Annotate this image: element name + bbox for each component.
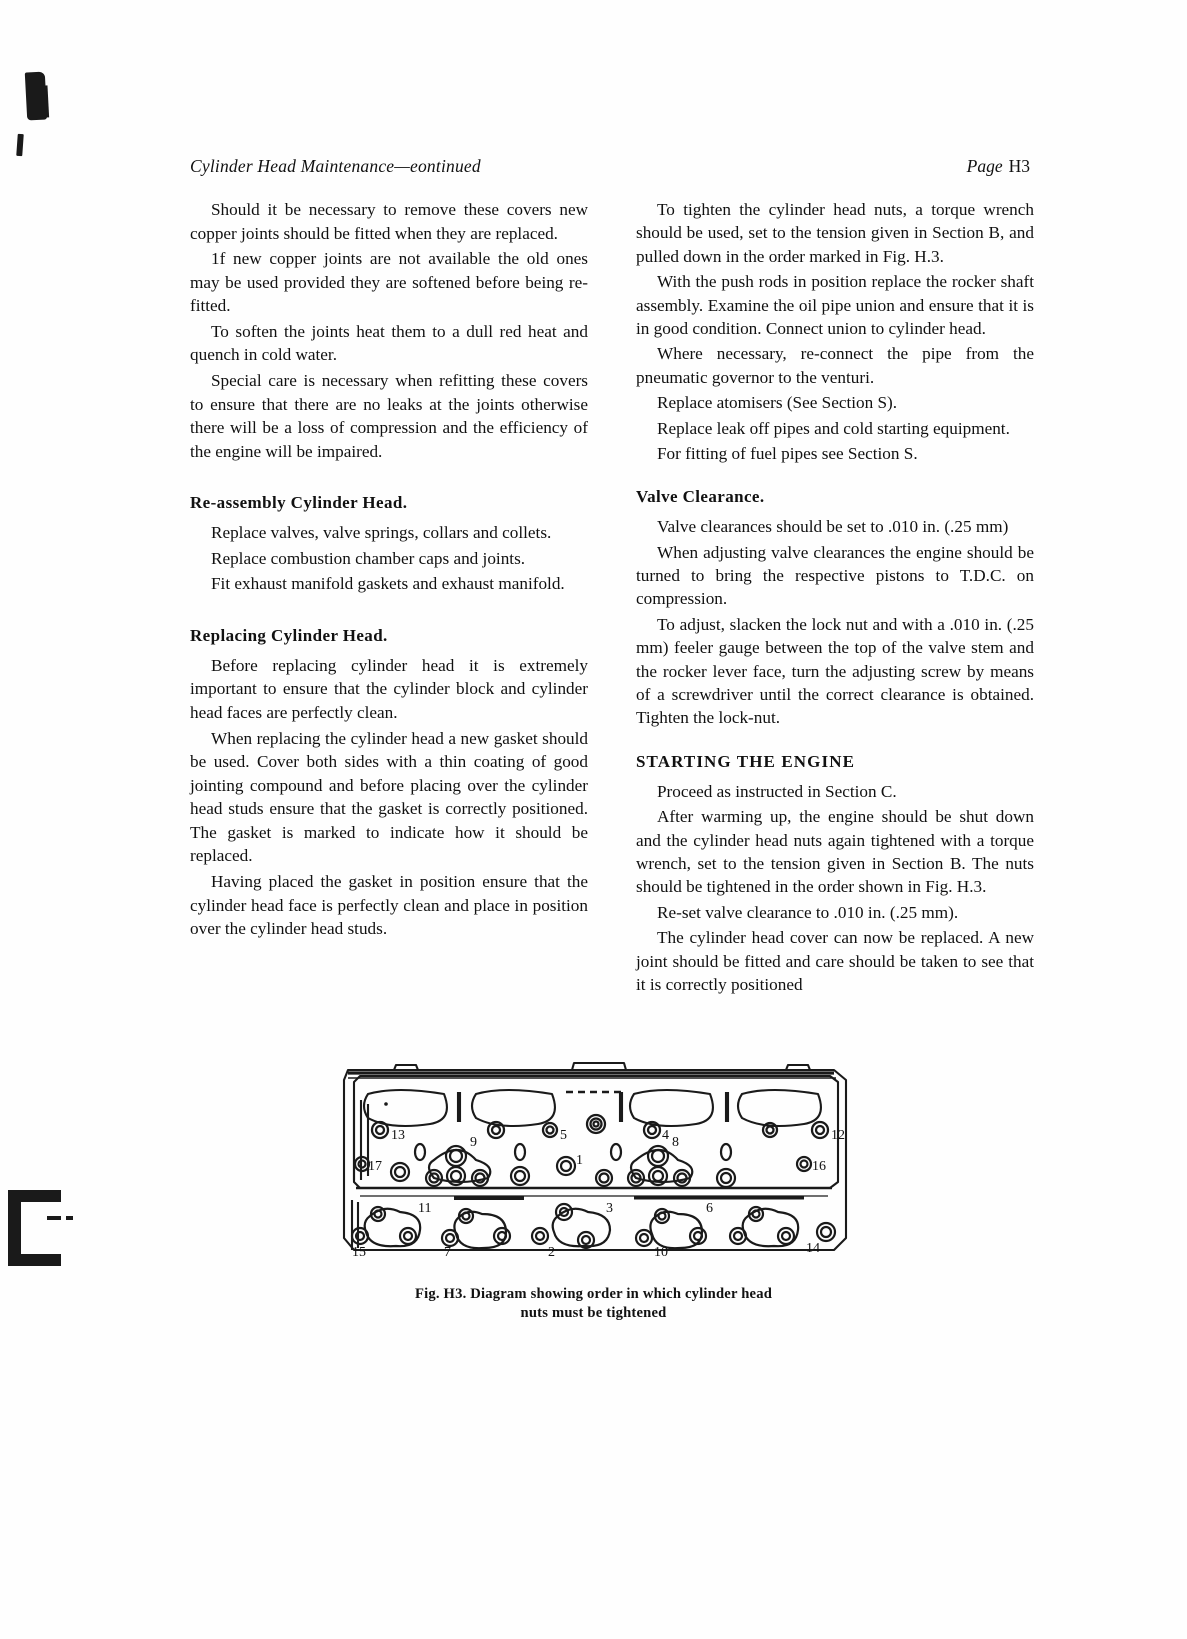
- paragraph: Replace valves, valve springs, collars and collets.: [211, 523, 552, 543]
- paragraph: After warming up, the engine should be shut down and the cylinder head nuts again tightened with a torque wrench, set to the tension given in Section B. The nuts should be tightened in the order shown in Fig. H.3.: [636, 807, 1034, 897]
- order-number-2: 2: [547, 1245, 555, 1260]
- paragraph: To adjust, slacken the lock nut and with a .010 in. (.25 mm) feeler gauge between the top of the valve stem and the rocker lever face, turn the adjusting screw by means of a screwdriver until the correct clearance is obtained. Tighten the lock-nut.: [636, 614, 1034, 728]
- paragraph: Re-set valve clearance to .010 in. (.25 mm).: [657, 902, 959, 922]
- order-number-8: 8: [671, 1135, 679, 1150]
- paragraph: 1f new copper joints are not available the old ones may be used provided they are softened before being re-fitted.: [190, 249, 588, 316]
- order-number-5: 5: [559, 1128, 567, 1143]
- left-column: [190, 198, 588, 998]
- figure-caption-line1: Fig. H3. Diagram showing order in which cylinder head: [414, 1286, 773, 1302]
- page-number: H3: [1008, 156, 1030, 176]
- paragraph: The cylinder head cover can now be replaced. A new joint should be fitted and care should be taken to see that it is correctly positioned: [636, 928, 1034, 994]
- order-number-16: 16: [811, 1159, 826, 1174]
- order-number-14: 14: [805, 1241, 820, 1256]
- tightening-order-numbers: [352, 1128, 845, 1260]
- order-number-6: 6: [705, 1201, 713, 1216]
- paragraph: Special care is necessary when refitting these covers to ensure that there are no leaks at the joints otherwise there will be a loss of compression and the efficiency of the engine will be impaired.: [190, 370, 588, 461]
- order-number-17: 17: [367, 1159, 382, 1174]
- figure-caption: [0, 1285, 1187, 1323]
- ink-speck: [384, 1102, 388, 1106]
- figure-h3: [0, 1060, 1187, 1323]
- heading-replacing-cylinder-head: Replacing Cylinder Head.: [190, 625, 388, 645]
- paragraph: Having placed the gasket in position ensure that the cylinder head face is perfectly clean and place in position over the cylinder head studs.: [190, 871, 588, 939]
- order-number-1: 1: [575, 1153, 583, 1168]
- paragraph: Proceed as instructed in Section C.: [657, 781, 897, 801]
- order-number-13: 13: [390, 1128, 405, 1143]
- heading-valve-clearance: Valve Clearance.: [636, 487, 765, 507]
- paragraph: When replacing the cylinder head a new gasket should be used. Cover both sides with a thin coating of good jointing compound and before placing over the cylinder head studs ensure that the gasket is correctly positioned. The gasket is marked to indicate how it should be replaced.: [190, 728, 588, 866]
- order-number-15: 15: [351, 1245, 366, 1260]
- stud-holes-middle-row: [355, 1144, 811, 1187]
- paragraph: With the push rods in position replace the rocker shaft assembly. Examine the oil pipe union and ensure that it is in good condition. Connect union to cylinder head.: [636, 272, 1034, 338]
- paragraph: Where necessary, re-connect the pipe from the pneumatic governor to the venturi.: [636, 344, 1034, 387]
- paragraph: Valve clearances should be set to .010 in. (.25 mm): [657, 517, 1009, 537]
- paragraph: Replace leak off pipes and cold starting equipment.: [657, 418, 1010, 438]
- cylinder-head-diagram: [334, 1060, 854, 1275]
- figure-caption-line2: nuts must be tightened: [520, 1304, 667, 1321]
- running-head-title: Cylinder Head Maintenance—eontinued: [190, 156, 481, 176]
- order-number-4: 4: [661, 1128, 669, 1143]
- order-number-7: 7: [443, 1245, 451, 1260]
- scan-artifact-top-tick: [16, 134, 24, 156]
- paragraph: When adjusting valve clearances the engine should be turned to bring the respective pistons to T.D.C. on compression.: [636, 542, 1034, 609]
- paragraph: Replace combustion chamber caps and joints.: [211, 548, 526, 568]
- paragraph: Should it be necessary to remove these covers new copper joints should be fitted when they are replaced.: [190, 200, 588, 243]
- body-columns: [190, 198, 1035, 998]
- order-number-10: 10: [653, 1245, 668, 1260]
- right-column: [636, 198, 1034, 998]
- running-head: [190, 156, 1030, 177]
- order-number-12: 12: [830, 1128, 845, 1143]
- scan-artifact-top-blob: [25, 72, 47, 121]
- heading-starting-the-engine: STARTING THE ENGINE: [636, 751, 856, 771]
- paragraph: To tighten the cylinder head nuts, a torque wrench should be used, set to the tension given in Section B, and pulled down in the order marked in Fig. H.3.: [636, 200, 1034, 266]
- paragraph: For fitting of fuel pipes see Section S.: [657, 443, 918, 463]
- paragraph: To soften the joints heat them to a dull red heat and quench in cold water.: [190, 321, 588, 365]
- page-number-label: [967, 156, 1030, 177]
- order-number-9: 9: [469, 1135, 477, 1150]
- paragraph: Before replacing cylinder head it is extremely important to ensure that the cylinder block and cylinder head faces are perfectly clean.: [190, 655, 588, 722]
- paragraph: Replace atomisers (See Section S).: [657, 393, 898, 413]
- stud-holes-top-row: [372, 1115, 828, 1138]
- order-number-3: 3: [605, 1201, 613, 1216]
- page-word: Page: [966, 156, 1003, 176]
- paragraph: Fit exhaust manifold gaskets and exhaust manifold.: [211, 574, 565, 594]
- heading-reassembly-cylinder-head: Re-assembly Cylinder Head.: [190, 493, 408, 513]
- order-number-11: 11: [417, 1201, 431, 1216]
